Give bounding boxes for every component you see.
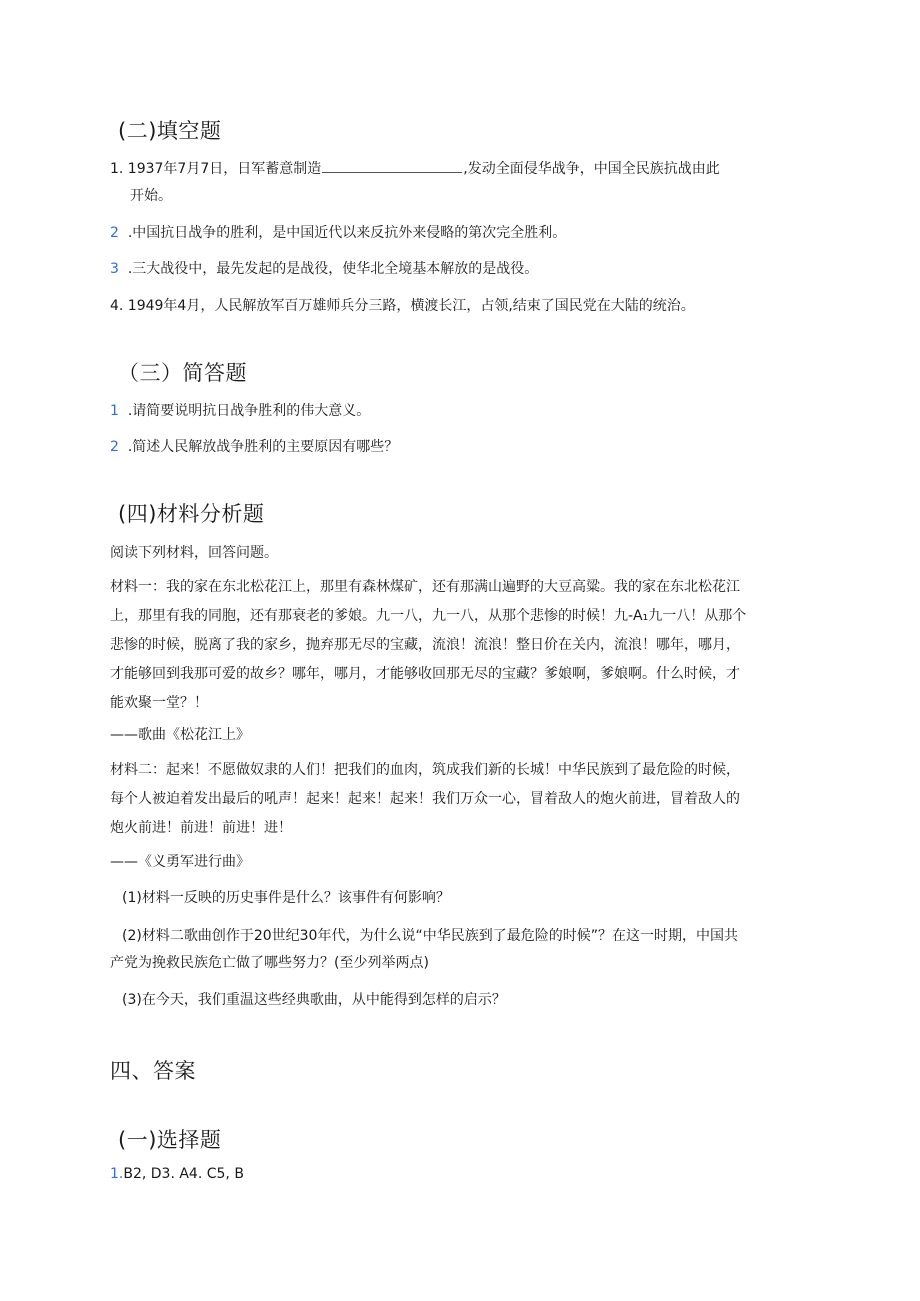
section-heading-fill-in: (二)填空题 <box>118 119 222 143</box>
material-1-line: 材料一：我的家在东北松花江上，那里有森林煤矿，还有那满山遍野的大豆高粱。我的家在东北松花江 <box>110 579 740 595</box>
short-question-1-text: .请简要说明抗日战争胜利的伟大意义。 <box>127 403 371 419</box>
fill-question-2 <box>110 219 566 247</box>
question-number: 1 <box>110 403 119 419</box>
material-1-line: 才能够回到我那可爱的故乡？哪年，哪月，才能够收回那无尽的宝藏？爹娘啊，爹娘啊。什么时候，才 <box>110 666 740 682</box>
fill-question-1-part-a: 1. 1937年7月7日，日军蓄意制造 <box>110 161 322 177</box>
question-number: 1. <box>110 1166 124 1182</box>
question-number: 2 <box>110 225 119 241</box>
material-2-source: ——《义勇军进行曲》 <box>110 854 250 870</box>
section-heading-material-analysis: (四)材料分析题 <box>118 502 265 526</box>
fill-question-3 <box>110 255 538 283</box>
material-1-line: 上，那里有我的同胞，还有那衰老的爹娘。九一八，九一八，从那个悲惨的时候！九-A₁九一八！从那个 <box>110 608 747 624</box>
sub-question-2: (2)材料二歌曲创作于20世纪30年代，为什么说“中华民族到了最危险的时候”？在这一时期，中国共 <box>122 928 738 944</box>
fill-question-2-text: .中国抗日战争的胜利，是中国近代以来反抗外来侵略的第次完全胜利。 <box>127 225 567 241</box>
fill-question-1 <box>110 155 720 183</box>
section-heading-short-answer: （三）简答题 <box>118 361 247 385</box>
fill-question-4: 4. 1949年4月，人民解放军百万雄师兵分三路，横渡长江，占领,结束了国民党在大陆的统治。 <box>110 298 695 314</box>
answer-heading: 四、答案 <box>110 1059 196 1083</box>
question-number: 3 <box>110 261 119 277</box>
short-question-2-text: .简述人民解放战争胜利的主要原因有哪些？ <box>127 439 399 455</box>
sub-question-1: (1)材料一反映的历史事件是什么？该事件有何影响？ <box>122 890 450 906</box>
material-1-source: ——歌曲《松花江上》 <box>110 727 250 743</box>
fill-question-1-continued: 开始。 <box>130 188 172 204</box>
fill-question-1-part-b: ,发动全面侵华战争，中国全民族抗战由此 <box>463 161 720 177</box>
sub-question-3: (3)在今天，我们重温这些经典歌曲，从中能得到怎样的启示？ <box>122 992 506 1008</box>
material-1-line: 能欢聚一堂？！ <box>110 695 208 711</box>
short-question-1 <box>110 397 370 425</box>
answer-blank <box>322 158 462 173</box>
answer-sub-heading-choice: (一)选择题 <box>118 1128 222 1152</box>
short-question-2 <box>110 433 398 461</box>
choice-answers <box>110 1160 244 1188</box>
material-2-line: 材料二：起来！不愿做奴隶的人们！把我们的血肉，筑成我们新的长城！中华民族到了最危险的时候， <box>110 762 740 778</box>
choice-answers-text: B2, D3. A4. C5, B <box>123 1166 244 1182</box>
material-2-paragraph <box>110 756 740 843</box>
sub-question-2-continued: 产党为挽救民族危亡做了哪些努力？(至少列举两点) <box>110 955 429 971</box>
fill-question-3-text: .三大战役中，最先发起的是战役，使华北全境基本解放的是战役。 <box>127 261 539 277</box>
material-intro: 阅读下列材料，回答问题。 <box>110 545 278 561</box>
material-1-line: 悲惨的时候，脱离了我的家乡，抛弃那无尽的宝藏，流浪！流浪！整日价在关内，流浪！哪年，哪月， <box>110 637 740 653</box>
question-number: 2 <box>110 439 119 455</box>
material-1-paragraph <box>110 573 746 718</box>
material-2-line: 每个人被迫着发出最后的吼声！起来！起来！起来！我们万众一心，冒着敌人的炮火前进，冒着敌人的 <box>110 791 740 807</box>
material-2-line: 炮火前进！前进！前进！进！ <box>110 820 292 836</box>
